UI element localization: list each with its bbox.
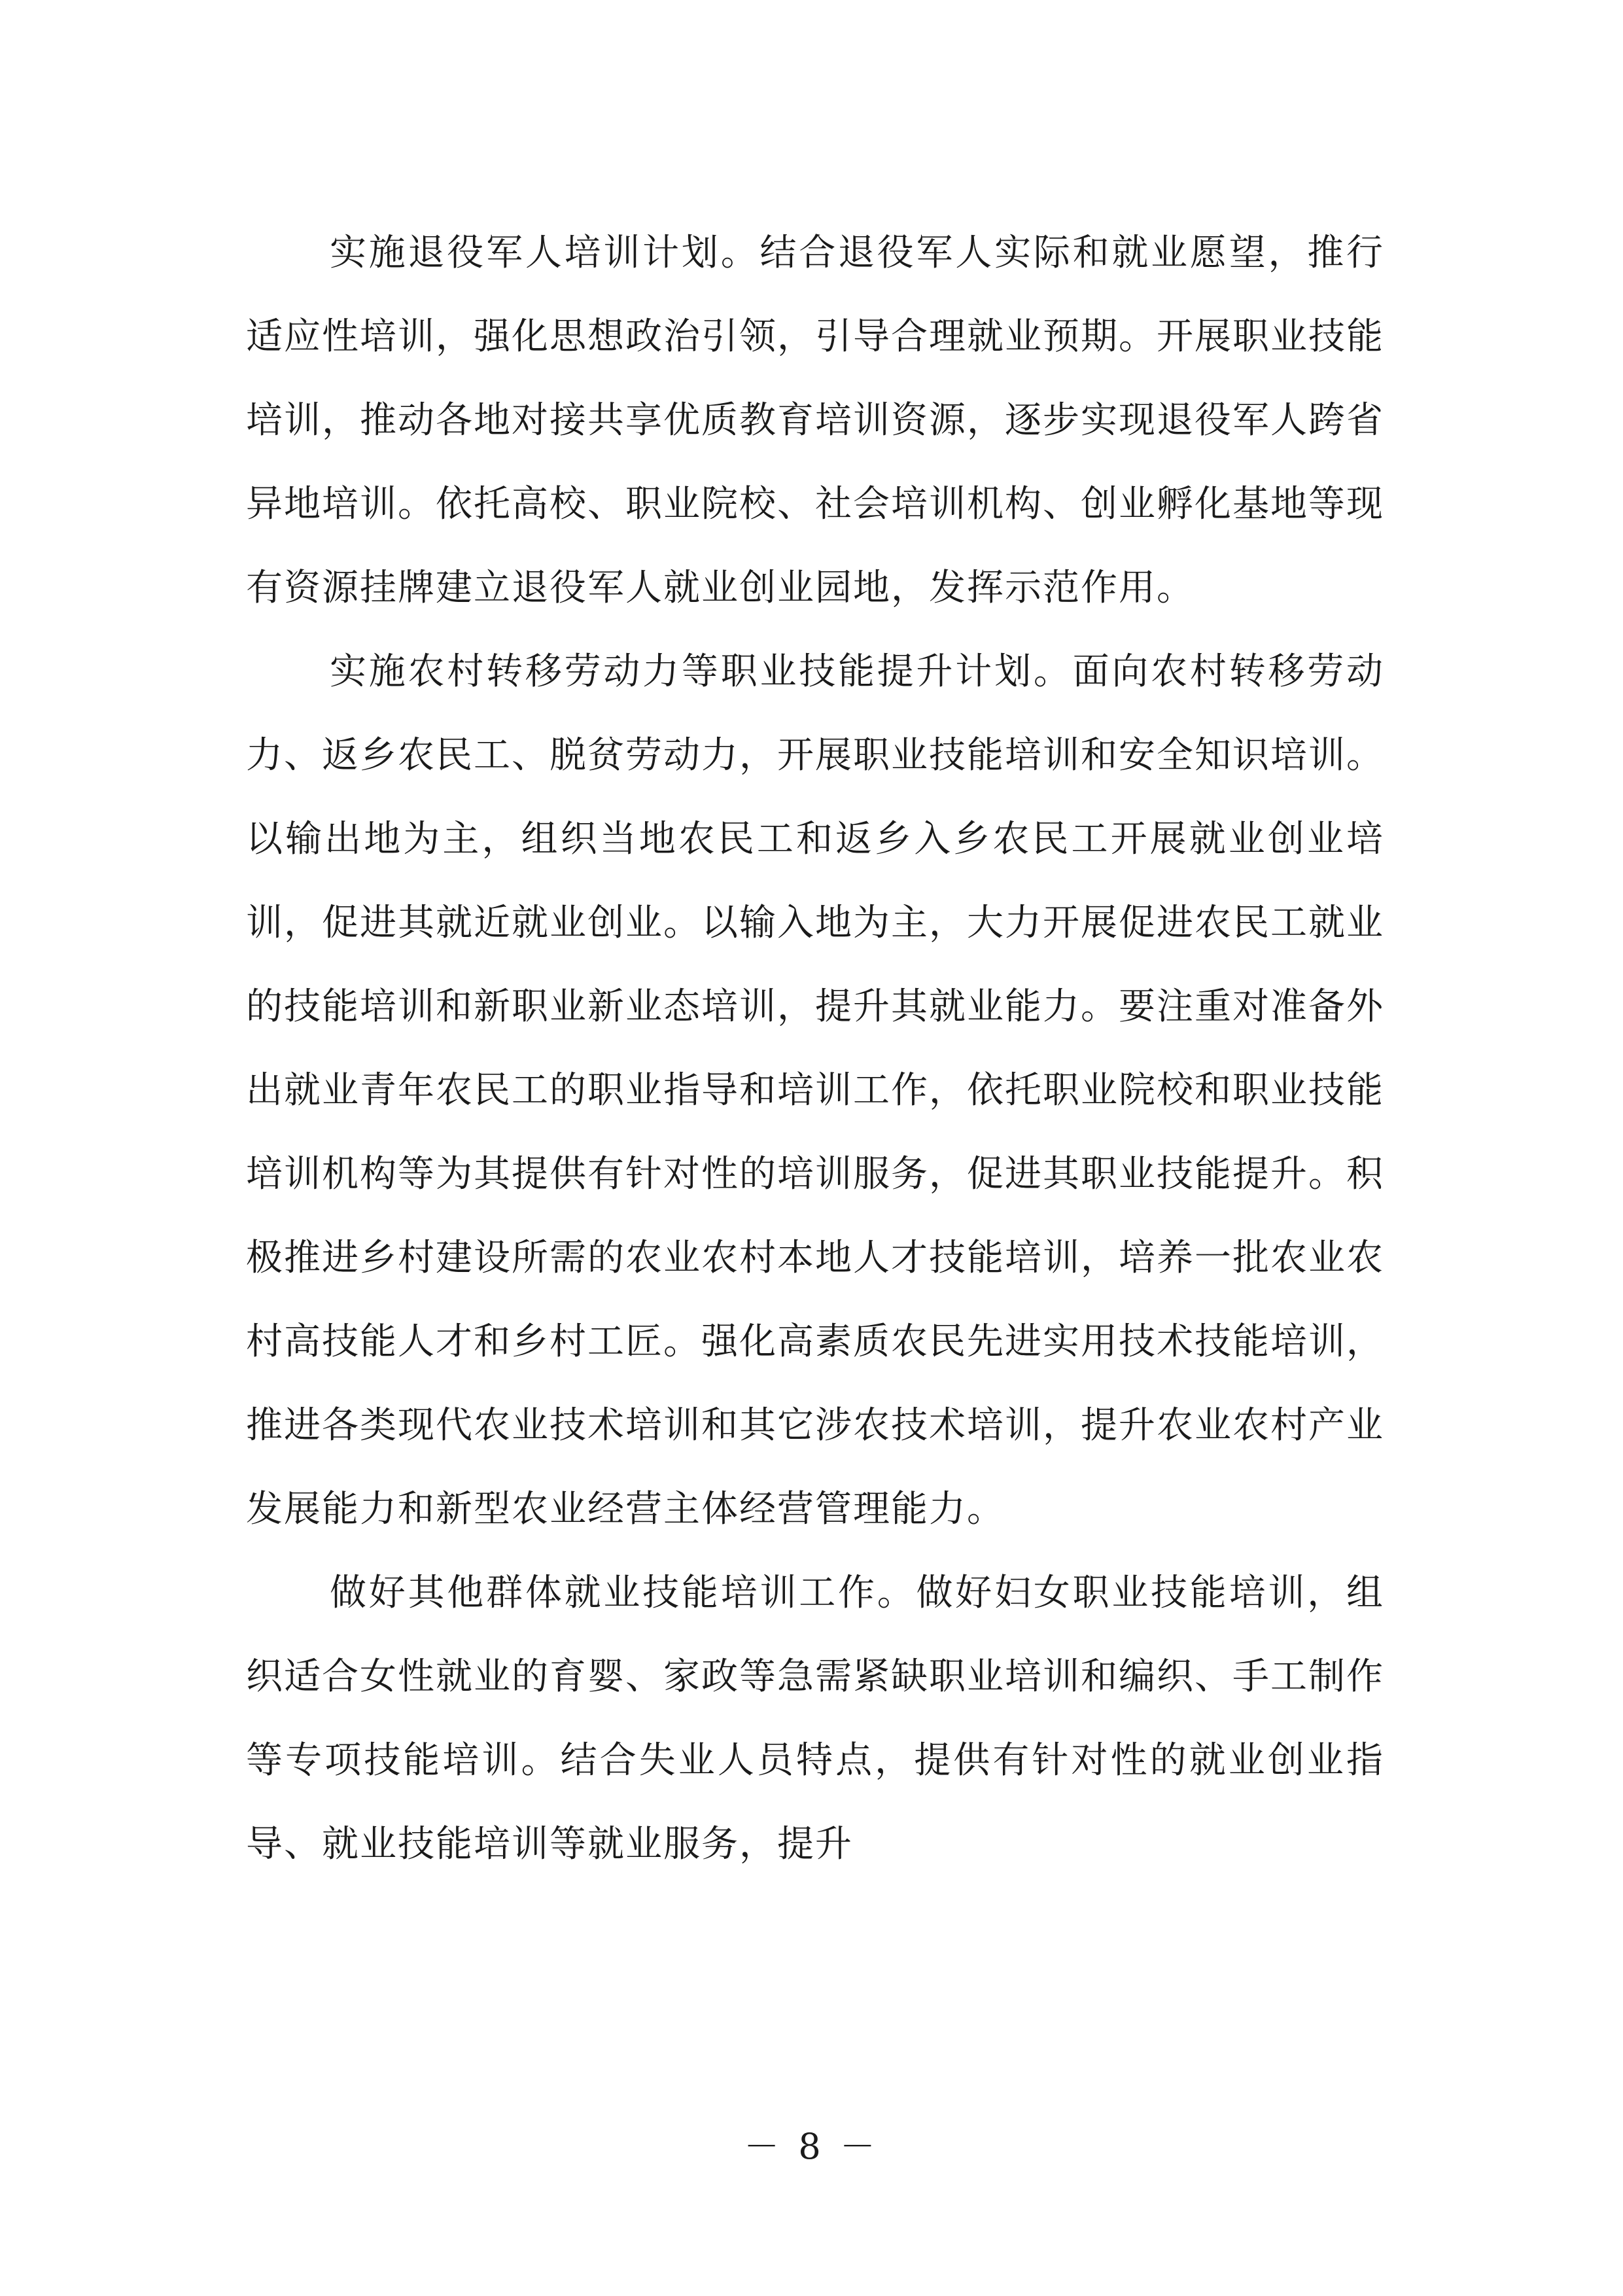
page-number: － 8 － [744, 2126, 879, 2167]
body-text [246, 211, 1384, 1886]
paragraph-rural-labor-training: 实施农村转移劳动力等职业技能提升计划。面向农村转移劳动力、返乡农民工、脱贫劳动力，开展职业技能培训和安全知识培训。以输出地为主，组织当地农民工和返乡入乡农民工开展就业创业培训，促进其就近就业创业。以输入地为主，大力开展促进农民工就业的技能培训和新职业新业态培训，提升其就业能力。要注重对准备外出就业青年农民工的职业指导和培训工作，依托职业院校和职业技能培训机构等为其提供有针对性的培训服务，促进其职业技能提升。积极推进乡村建设所需的农业农村本地人才技能培训，培养一批农业农村高技能人才和乡村工匠。强化高素质农民先进实用技术技能培训，推进各类现代农业技术培训和其它涉农技术培训，提升农业农村产业发展能力和新型农业经营主体经营管理能力。 [246, 650, 1384, 1530]
paragraph-veterans-training: 实施退役军人培训计划。结合退役军人实际和就业愿望，推行适应性培训，强化思想政治引领，引导合理就业预期。开展职业技能培训，推动各地对接共享优质教育培训资源，逐步实现退役军人跨省异地培训。依托高校、职业院校、社会培训机构、创业孵化基地等现有资源挂牌建立退役军人就业创业园地，发挥示范作用。 [246, 232, 1384, 609]
paragraph-other-groups-training: 做好其他群体就业技能培训工作。做好妇女职业技能培训，组织适合女性就业的育婴、家政等急需紧缺职业培训和编织、手工制作等专项技能培训。结合失业人员特点，提供有针对性的就业创业指导、就业技能培训等就业服务，提升 [246, 1572, 1384, 1865]
